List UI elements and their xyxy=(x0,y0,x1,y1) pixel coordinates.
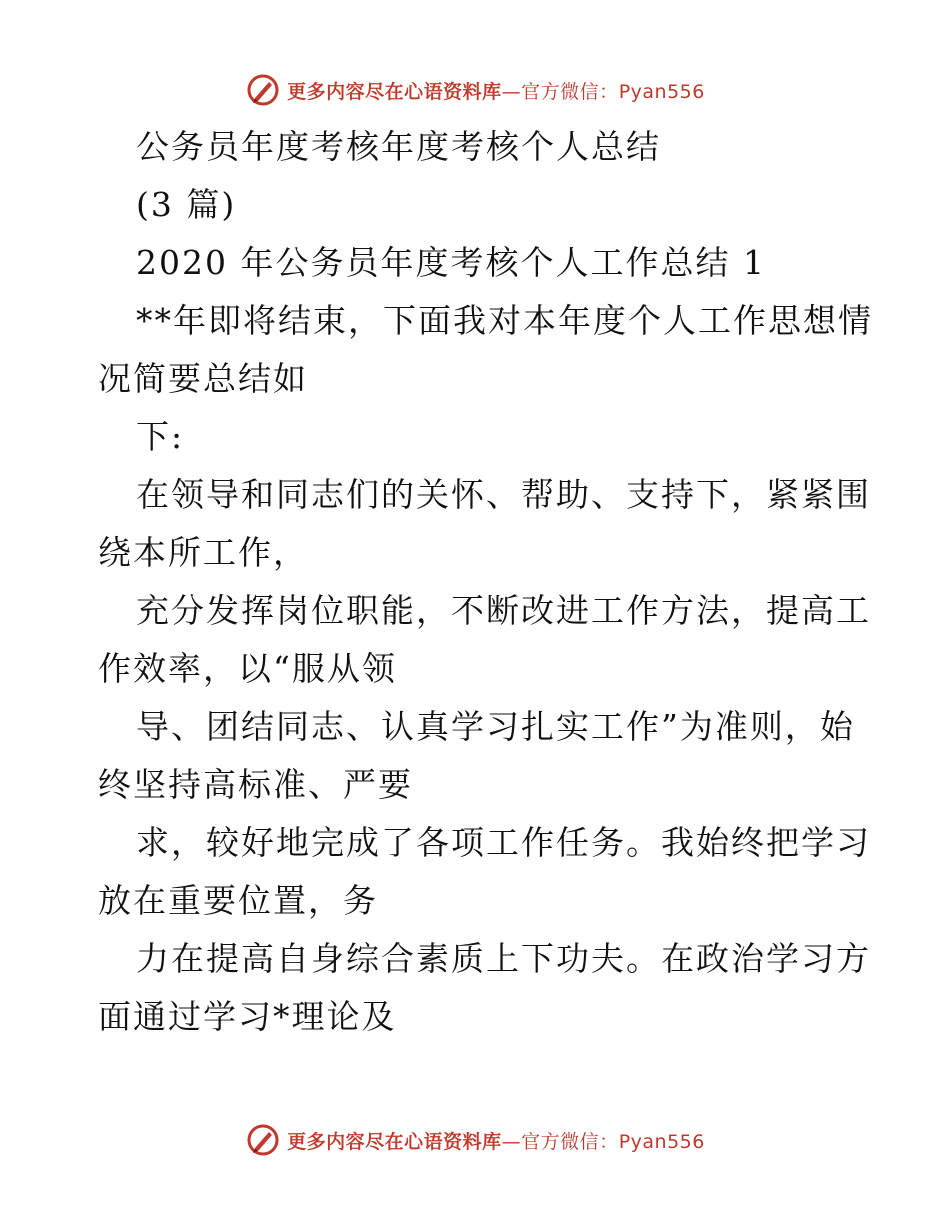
doc-title: 公务员年度考核年度考核个人总结 xyxy=(136,127,661,166)
paragraph-line: 求，较好地完成了各项工作任务。我始终把学习 xyxy=(136,823,871,862)
banner-dash: — xyxy=(501,80,522,103)
paragraph-line: 绕本所工作， xyxy=(98,533,308,572)
paragraph-line: 导、团结同志、认真学习扎实工作”为准则，始 xyxy=(136,707,855,746)
banner-dash: — xyxy=(501,1130,522,1153)
pen-logo-icon xyxy=(245,72,281,108)
wechat-label: 官方微信： xyxy=(521,80,619,103)
paragraph-line: 力在提高自身综合素质上下功夫。在政治学习方 xyxy=(136,939,871,978)
header-banner xyxy=(0,70,950,110)
wechat-id: Pyan556 xyxy=(618,80,705,103)
brand-text: 更多内容尽在心语资料库 xyxy=(287,1130,502,1153)
document-body xyxy=(98,118,873,1046)
doc-subtitle: (3 篇) xyxy=(136,185,237,224)
paragraph-line: 面通过学习*理论及 xyxy=(98,997,397,1036)
wechat-id: Pyan556 xyxy=(618,1130,705,1153)
paragraph-line: 在领导和同志们的关怀、帮助、支持下，紧紧围 xyxy=(136,475,871,514)
paragraph-line: 况简要总结如 xyxy=(98,359,308,398)
banner-text xyxy=(287,77,705,104)
brand-text: 更多内容尽在心语资料库 xyxy=(287,80,502,103)
pen-logo-icon xyxy=(245,1122,281,1158)
wechat-label: 官方微信： xyxy=(521,1130,619,1153)
paragraph-line: 放在重要位置，务 xyxy=(98,881,378,920)
paragraph-line: 终坚持高标准、严要 xyxy=(98,765,413,804)
paragraph-line: 下: xyxy=(136,417,185,456)
footer-banner xyxy=(0,1120,950,1160)
section-heading: 2020 年公务员年度考核个人工作总结 1 xyxy=(136,243,766,282)
paragraph-line: 充分发挥岗位职能，不断改进工作方法，提高工 xyxy=(136,591,871,630)
paragraph-line: 作效率，以“服从领 xyxy=(98,649,397,688)
banner-text xyxy=(287,1127,705,1154)
paragraph-line: **年即将结束，下面我对本年度个人工作思想情 xyxy=(136,301,873,340)
